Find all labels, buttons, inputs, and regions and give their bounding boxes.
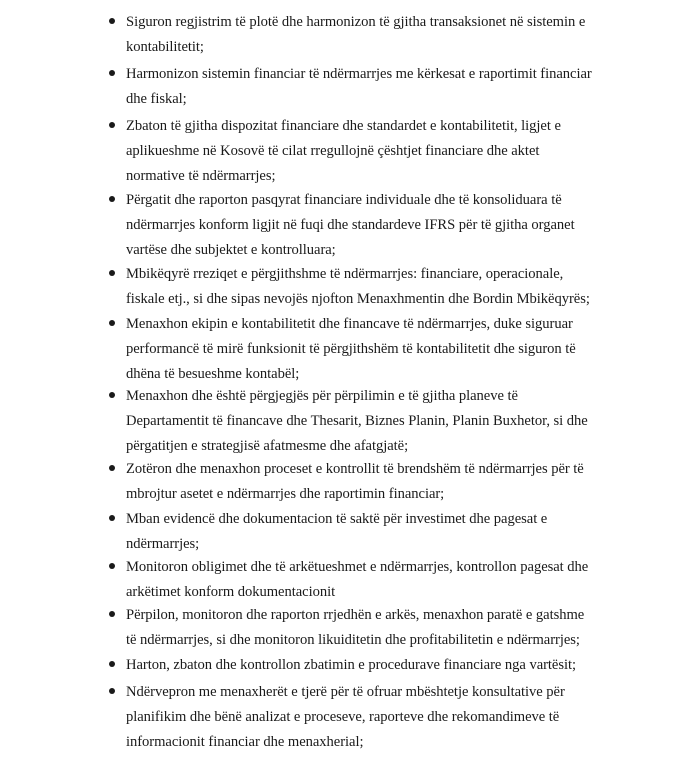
list-item-text: Ndërvepron me menaxherët e tjerë për të ofruar mbështetje konsultative për planifikim dhe bënë analizat e proceseve, raporteve dhe rekomandimeve të informacionit financiar dhe menaxherial; <box>126 684 565 750</box>
bullet-icon <box>109 465 115 471</box>
list-item-text: Menaxhon ekipin e kontabilitetit dhe financave të ndërmarrjes, duke siguruar performancë të mirë funksionit të përgjithshëm të kontabilitetit dhe siguron të dhëna të besueshme kontabël; <box>126 316 576 382</box>
list-item-text: Harton, zbaton dhe kontrollon zbatimin e procedurave financiare nga vartësit; <box>126 657 577 673</box>
list-item-text: Mban evidencë dhe dokumentacion të saktë për investimet dhe pagesat e ndërmarrjes; <box>126 511 548 552</box>
list-item-text: Siguron regjistrim të plotë dhe harmonizon të gjitha transaksionet në sistemin e kontabilitetit; <box>126 14 586 55</box>
bullet-icon <box>109 611 115 617</box>
bullet-icon <box>109 661 115 667</box>
bullet-icon <box>109 196 115 202</box>
bullet-icon <box>109 320 115 326</box>
list-item-text: Zotëron dhe menaxhon proceset e kontrollit të brendshëm të ndërmarrjes për të mbrojtur asetet e ndërmarrjes dhe raportimin financiar; <box>126 461 584 502</box>
list-item-text: Mbikëqyrë rreziqet e përgjithshme të ndërmarrjes: financiare, operacionale, fiskale etj., si dhe sipas nevojës njofton Menaxhmentin dhe Bordin Mbikëqyrës; <box>126 266 590 307</box>
list-item-text: Përpilon, monitoron dhe raporton rrjedhën e arkës, menaxhon paratë e gatshme të ndërmarrjes, si dhe monitoron likuiditetin dhe profitabilitetin e ndërmarrjes; <box>126 607 585 648</box>
bullet-icon <box>109 563 115 569</box>
bullet-icon <box>109 688 115 694</box>
bullet-icon <box>109 392 115 398</box>
bullet-icon <box>109 515 115 521</box>
bullet-icon <box>109 270 115 276</box>
list-item-text: Përgatit dhe raporton pasqyrat financiare individuale dhe të konsoliduara të ndërmarrjes konform ligjit në fuqi dhe standardeve IFRS për të gjitha organet vartëse dhe subjektet e kontrolluara; <box>126 192 575 258</box>
list-item-text: Harmonizon sistemin financiar të ndërmarrjes me kërkesat e raportimit financiar dhe fiskal; <box>126 66 592 107</box>
list-item-text: Zbaton të gjitha dispozitat financiare dhe standardet e kontabilitetit, ligjet e aplikueshme në Kosovë të cilat rregullojnë çështjet financiare dhe aktet normative të ndërmarrjes; <box>126 118 561 184</box>
list-item-text: Menaxhon dhe është përgjegjës për përpilimin e të gjitha planeve të Departamentit të financave dhe Thesarit, Biznes Planin, Planin Buxhetor, si dhe përgatitjen e strategjisë afatmesme dhe afatgjatë; <box>126 388 588 454</box>
bullet-icon <box>109 122 115 128</box>
list-item-text: Monitoron obligimet dhe të arkëtueshmet e ndërmarrjes, kontrollon pagesat dhe arkëtimet konform dokumentacionit <box>126 559 589 600</box>
bullet-icon <box>109 70 115 76</box>
bullet-icon <box>109 18 115 24</box>
